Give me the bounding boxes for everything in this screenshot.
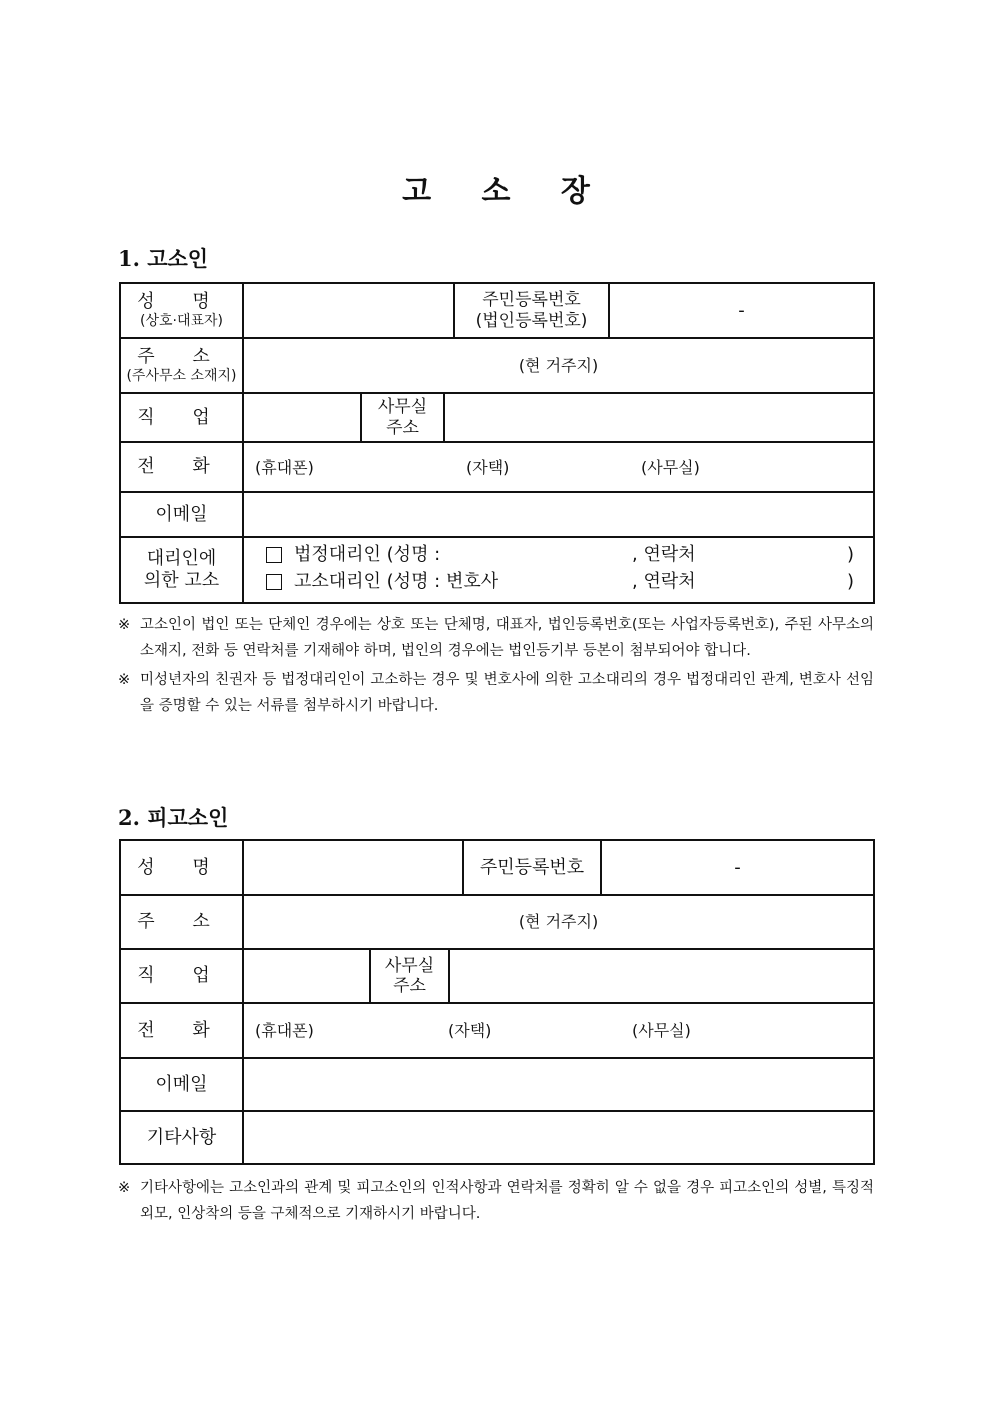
- legal-agent-checkbox[interactable]: [266, 547, 282, 563]
- agent-attorney-row: [244, 569, 873, 595]
- address-field[interactable]: [243, 338, 874, 393]
- accused-phone-label-cell: [120, 1003, 243, 1058]
- phone-label-cell: [120, 442, 243, 492]
- attorney-agent-close: ): [847, 571, 855, 593]
- office-label-2: 주소: [386, 417, 419, 438]
- accused-note-1: [118, 1175, 874, 1227]
- id-dash: -: [738, 299, 745, 321]
- accused-job-field[interactable]: [243, 949, 370, 1003]
- agent-label-cell: [120, 537, 243, 603]
- phone-office-label: (사무실): [641, 458, 700, 477]
- accused-id-label: 주민등록번호: [479, 856, 585, 878]
- office-address-field[interactable]: [444, 393, 874, 442]
- name-label: 성 명: [137, 291, 226, 313]
- office-label-cell: [361, 393, 444, 442]
- accused-other-label-cell: [120, 1111, 243, 1164]
- job-label: 직 업: [137, 406, 226, 428]
- accused-job-label-cell: [120, 949, 243, 1003]
- attorney-agent-text: 고소대리인 (성명 : 변호사: [294, 571, 499, 593]
- address-placeholder: (현 거주지): [518, 355, 599, 375]
- agent-legal-row: [244, 542, 873, 568]
- office-label-1: 사무실: [377, 397, 428, 418]
- accused-phone-field[interactable]: [243, 1003, 874, 1058]
- phone-mobile-label: (휴대폰): [255, 458, 314, 477]
- email-label: 이메일: [155, 503, 208, 525]
- accused-address-field[interactable]: [243, 895, 874, 949]
- accused-id-field[interactable]: [601, 840, 874, 895]
- address-sublabel: (주사무소 소재지): [126, 367, 237, 384]
- accused-heading: 2. 피고소인: [118, 805, 229, 830]
- accused-email-label-cell: [120, 1058, 243, 1111]
- note-mark: ※: [118, 617, 131, 633]
- id-field[interactable]: [609, 283, 874, 338]
- complainant-heading: 1. 고소인: [118, 246, 209, 271]
- accused-name-label-cell: [120, 840, 243, 895]
- accused-office-address-field[interactable]: [449, 949, 874, 1003]
- accused-phone-office-label: (사무실): [632, 1021, 691, 1040]
- email-field[interactable]: [243, 492, 874, 537]
- accused-other-field[interactable]: [243, 1111, 874, 1164]
- accused-office-label-cell: [370, 949, 449, 1003]
- note-mark: ※: [118, 672, 131, 688]
- accused-email-label: 이메일: [155, 1073, 208, 1095]
- attorney-agent-contact: , 연락처: [632, 571, 696, 593]
- accused-table: [119, 839, 875, 1165]
- name-label-cell: [120, 283, 243, 338]
- id-sublabel: (법인등록번호): [475, 310, 588, 331]
- document-title: 고 소 장: [402, 174, 610, 209]
- address-label: 주 소: [137, 346, 226, 368]
- accused-name-field[interactable]: [243, 840, 463, 895]
- note-mark: ※: [118, 1180, 131, 1196]
- accused-phone-home-label: (자택): [448, 1021, 492, 1040]
- job-label-cell: [120, 393, 243, 442]
- legal-agent-close: ): [847, 544, 855, 566]
- complainant-note-2: [118, 667, 874, 719]
- id-label-cell: [454, 283, 609, 338]
- agent-label-1: 대리인에: [146, 548, 217, 570]
- phone-field[interactable]: [243, 442, 874, 492]
- accused-phone-mobile-label: (휴대폰): [255, 1021, 314, 1040]
- accused-email-field[interactable]: [243, 1058, 874, 1111]
- agent-label-2: 의한 고소: [143, 570, 220, 591]
- accused-address-placeholder: (현 거주지): [518, 912, 599, 932]
- name-sublabel: (상호·대표자): [140, 312, 223, 329]
- accused-address-label: 주 소: [137, 911, 226, 933]
- accused-office-label-1: 사무실: [384, 955, 435, 976]
- accused-other-label: 기타사항: [146, 1126, 217, 1148]
- name-field[interactable]: [243, 283, 454, 338]
- phone-home-label: (자택): [466, 458, 510, 477]
- accused-id-dash: -: [734, 856, 741, 878]
- accused-job-label: 직 업: [137, 965, 226, 987]
- legal-agent-text: 법정대리인 (성명 :: [294, 544, 441, 566]
- complainant-note-1: [118, 612, 874, 664]
- note-text: 기타사항에는 고소인과의 관계 및 피고소인의 인적사항과 연락처를 정확히 알 수 없을 경우 피고소인의 성별, 특징적 외모, 인상착의 등을 구체적으로 기재하시기 바랍니다.: [140, 1180, 874, 1222]
- accused-id-label-cell: [463, 840, 601, 895]
- email-label-cell: [120, 492, 243, 537]
- address-label-cell: [120, 338, 243, 393]
- complainant-notes: [118, 612, 874, 719]
- accused-address-label-cell: [120, 895, 243, 949]
- job-field[interactable]: [243, 393, 361, 442]
- agent-field: [243, 537, 874, 603]
- legal-agent-contact: , 연락처: [632, 544, 696, 566]
- id-label: 주민등록번호: [482, 290, 581, 311]
- phone-label: 전 화: [137, 456, 226, 478]
- accused-notes: [118, 1175, 874, 1227]
- complainant-table: [119, 282, 875, 604]
- note-text: 미성년자의 친권자 등 법정대리인이 고소하는 경우 및 변호사에 의한 고소대리의 경우 법정대리인 관계, 변호사 선임을 증명할 수 있는 서류를 첨부하시기 바랍니다.: [140, 672, 874, 714]
- accused-phone-label: 전 화: [137, 1019, 226, 1041]
- accused-office-label-2: 주소: [393, 976, 426, 996]
- attorney-agent-checkbox[interactable]: [266, 574, 282, 590]
- note-text: 고소인이 법인 또는 단체인 경우에는 상호 또는 단체명, 대표자, 법인등록번호(또는 사업자등록번호), 주된 사무소의 소재지, 전화 등 연락처를 기재해야 하며, 법인의 경우에는 법인등기부 등본이 첨부되어야 합니다.: [140, 617, 874, 659]
- accused-name-label: 성 명: [137, 856, 226, 878]
